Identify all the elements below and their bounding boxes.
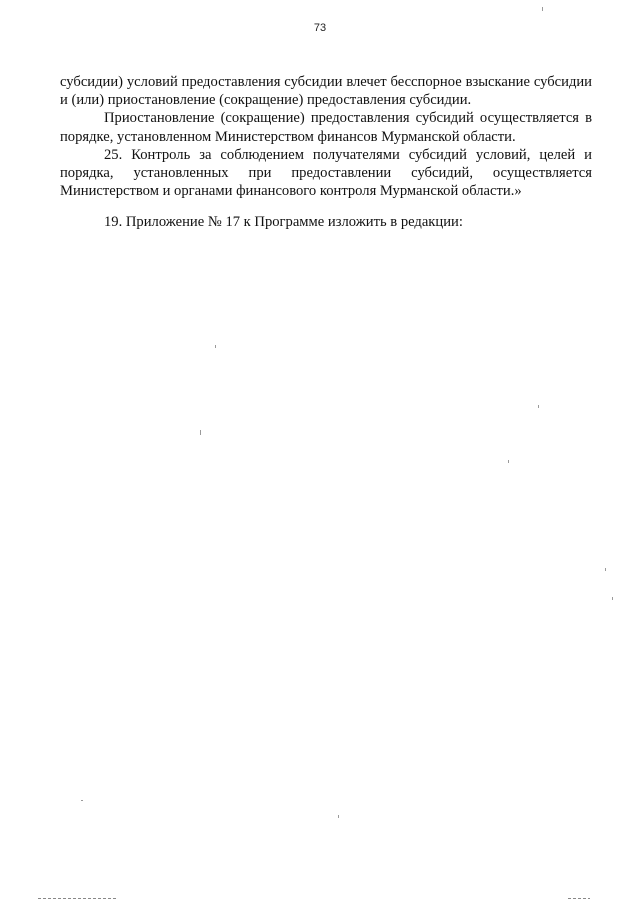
scan-speck <box>200 430 201 435</box>
scan-speck <box>538 405 539 408</box>
document-body <box>60 73 592 232</box>
scan-speck <box>215 345 216 348</box>
paragraph-control-clause-25: 25. Контроль за соблюдением получателями субсидий условий, целей и порядка, установленных при предоставлении субсидий, осуществляется Министерством и органами финансового контроля Мурманской области.» <box>60 146 592 200</box>
scan-speck <box>612 597 613 600</box>
scan-speck <box>81 800 83 801</box>
footer-scan-line <box>38 898 116 899</box>
scan-speck <box>338 815 339 818</box>
scan-speck <box>542 7 543 11</box>
scan-speck <box>605 568 606 571</box>
footer-scan-line <box>568 898 590 899</box>
page-number: 73 <box>313 22 327 34</box>
paragraph-subsidy-recovery: субсидии) условий предоставления субсидии влечет бесспорное взыскание субсидии и (или) приостановление (сокращение) предоставления субсидии. <box>60 74 592 109</box>
paragraph-amendment-19: 19. Приложение № 17 к Программе изложить в редакции: <box>104 214 463 231</box>
scan-speck <box>508 460 509 463</box>
paragraph-suspension-procedure: Приостановление (сокращение) предоставления субсидий осуществляется в порядке, установленном Министерством финансов Мурманской области. <box>60 110 592 145</box>
